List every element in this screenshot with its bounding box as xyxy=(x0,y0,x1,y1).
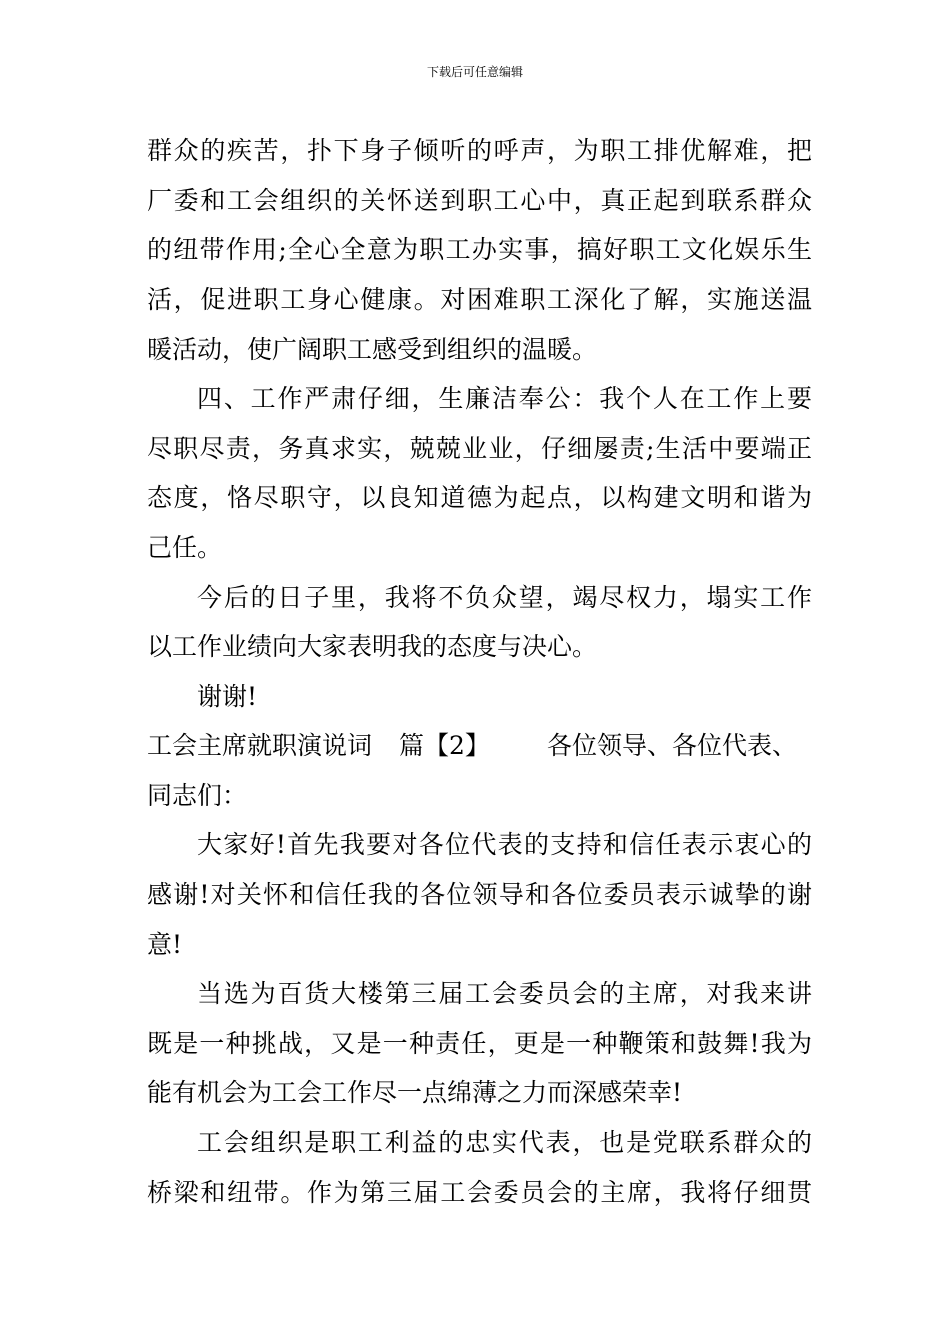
text-line: 态度，恪尽职守，以良知道德为起点，以构建文明和谐为 xyxy=(147,483,812,512)
heading-part: 篇【2】 xyxy=(399,731,490,760)
text-line: 谢谢! xyxy=(197,682,258,711)
text-line: 意! xyxy=(147,930,183,959)
text-line: 尽职尽责，务真求实，兢兢业业，仔细屡责;生活中要端正 xyxy=(147,434,812,463)
section-heading xyxy=(147,731,812,761)
text-line: 厂委和工会组织的关怀送到职工心中，真正起到联系群众 xyxy=(147,186,812,215)
text-line: 感谢!对关怀和信任我的各位领导和各位委员表示诚挚的谢 xyxy=(147,880,812,909)
text-line: 活，促进职工身心健康。对困难职工深化了解，实施送温 xyxy=(147,285,812,314)
text-line: 四、工作严肃仔细，生廉洁奉公：我个人在工作上要 xyxy=(197,384,812,413)
text-line: 既是一种挑战，又是一种责任，更是一种鞭策和鼓舞!我为 xyxy=(147,1029,812,1058)
text-line: 大家好!首先我要对各位代表的支持和信任表示衷心的 xyxy=(197,830,812,859)
text-line: 能有机会为工会工作尽一点绵薄之力而深感荣幸! xyxy=(147,1078,683,1107)
page-header: 下载后可任意编辑 xyxy=(426,65,523,79)
text-line: 暖活动，使广阔职工感受到组织的温暖。 xyxy=(147,335,598,364)
text-line: 以工作业绩向大家表明我的态度与决心。 xyxy=(147,632,598,661)
text-line: 今后的日子里，我将不负众望，竭尽权力，塌实工作 xyxy=(197,583,812,612)
text-line: 己任。 xyxy=(147,533,223,562)
text-line: 当选为百货大楼第三届工会委员会的主席，对我来讲 xyxy=(197,979,812,1008)
greeting-text: 各位领导、各位代表、 xyxy=(547,731,798,760)
text-line: 工会组织是职工利益的忠实代表，也是党联系群众的 xyxy=(197,1128,812,1157)
text-line: 的纽带作用;全心全意为职工办实事，搞好职工文化娱乐生 xyxy=(147,235,812,264)
heading-title: 工会主席就职演说词 xyxy=(147,731,373,760)
text-line: 同志们： xyxy=(147,781,248,810)
text-line: 群众的疾苦，扑下身子倾听的呼声，为职工排优解难，把 xyxy=(147,136,812,165)
text-line: 桥梁和纽带。作为第三届工会委员会的主席，我将仔细贯 xyxy=(147,1178,812,1207)
